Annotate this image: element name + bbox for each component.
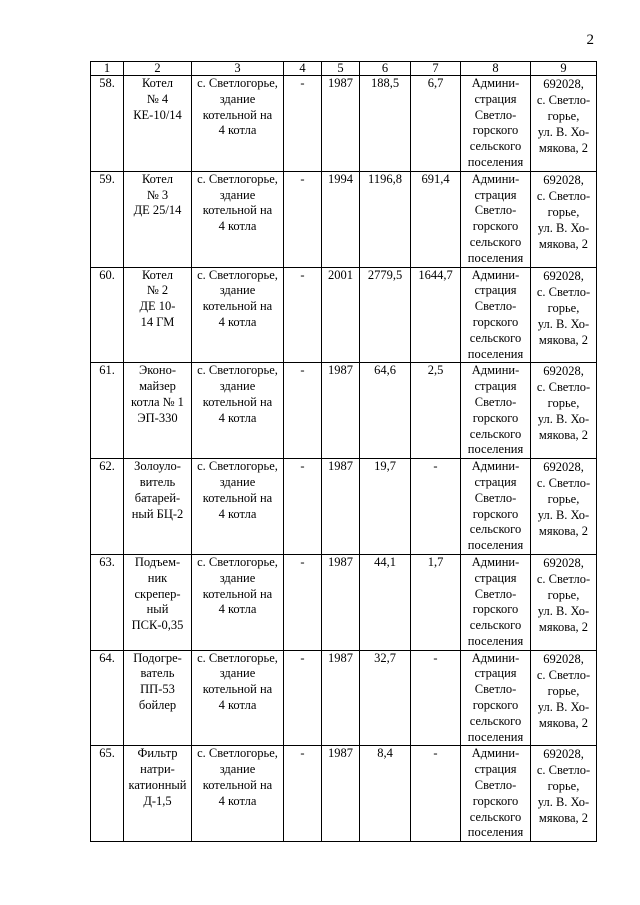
cell-line: ул. В. Хо- — [537, 125, 590, 139]
column-7-cell: 2,5 — [411, 363, 461, 459]
cell-line: поселения — [467, 346, 524, 361]
table-row — [91, 171, 597, 267]
cell-line: котельной на — [202, 490, 273, 505]
year-cell: 1987 — [322, 76, 360, 172]
cell-line: Котел — [141, 171, 174, 186]
cell-line: Админи- — [471, 171, 520, 186]
cell-line: сельского — [469, 522, 522, 537]
object-name-cell — [124, 650, 192, 746]
cell-line: Админи- — [471, 650, 520, 665]
cell-line: здание — [219, 379, 256, 394]
row-number-cell: 65. — [91, 746, 124, 842]
cell-line: с. Светло- — [536, 188, 591, 203]
cell-line: с. Светлогорье, — [197, 650, 278, 665]
cell-line: котельной на — [202, 394, 273, 409]
cell-line: с. Светло- — [536, 284, 591, 299]
row-number-cell: 60. — [91, 267, 124, 363]
column-number-header: 9 — [531, 62, 597, 76]
holder-cell — [461, 746, 531, 842]
cell-line: ЭП-330 — [137, 410, 178, 425]
property-registry-table — [90, 61, 597, 842]
cell-line: ДЕ 25/14 — [133, 203, 182, 218]
cell-line: мякова, 2 — [538, 428, 589, 443]
column-6-cell: 64,6 — [360, 363, 411, 459]
row-number-cell: 62. — [91, 459, 124, 555]
column-4-cell: - — [284, 650, 322, 746]
cell-line: с. Светлогорье, — [197, 363, 278, 378]
cell-line: с. Светлогорье, — [197, 459, 278, 474]
cell-line: 692028, — [543, 747, 584, 762]
cell-line: КЕ-10/14 — [133, 107, 182, 122]
row-number-cell: 63. — [91, 554, 124, 650]
column-6-cell: 1196,8 — [360, 171, 411, 267]
cell-line: натри- — [140, 762, 175, 777]
row-number-cell: 58. — [91, 76, 124, 172]
cell-line: с. Светло- — [536, 571, 591, 586]
object-name-cell — [124, 746, 192, 842]
cell-line: 4 котла — [218, 793, 257, 808]
page-number: 2 — [586, 32, 594, 48]
cell-line: Подогре- — [133, 650, 182, 665]
cell-line: горье, — [547, 492, 580, 507]
row-number-cell: 61. — [91, 363, 124, 459]
cell-line: ДЕ 10- — [139, 299, 176, 314]
cell-line: сельского — [469, 234, 522, 249]
cell-line: горье, — [547, 779, 580, 794]
address-cell — [531, 459, 597, 555]
column-6-cell: 19,7 — [360, 459, 411, 555]
column-number-header: 4 — [284, 62, 322, 76]
cell-line: страция — [474, 91, 517, 106]
cell-line: сельского — [469, 139, 522, 154]
table-body — [91, 76, 597, 842]
cell-line: горье, — [547, 587, 580, 602]
cell-line: 4 котла — [218, 698, 257, 713]
location-cell — [192, 363, 284, 459]
cell-line: страция — [474, 283, 517, 298]
year-cell: 2001 — [322, 267, 360, 363]
cell-line: 692028, — [543, 364, 584, 379]
object-name-cell — [124, 554, 192, 650]
cell-line: Админи- — [471, 459, 520, 474]
cell-line: 4 котла — [218, 410, 257, 425]
cell-line: горского — [472, 410, 519, 425]
year-cell: 1987 — [322, 554, 360, 650]
holder-cell — [461, 267, 531, 363]
object-name-cell — [124, 363, 192, 459]
cell-line: Светло- — [474, 490, 517, 505]
location-cell — [192, 459, 284, 555]
cell-line: Подъем- — [134, 554, 181, 569]
column-number-header: 6 — [360, 62, 411, 76]
cell-line: 4 котла — [218, 314, 257, 329]
cell-line: Светло- — [474, 299, 517, 314]
cell-line: мякова, 2 — [538, 619, 589, 634]
cell-line: Админи- — [471, 76, 520, 90]
cell-line: ул. В. Хо- — [537, 508, 590, 523]
year-cell: 1987 — [322, 363, 360, 459]
cell-line: с. Светло- — [536, 667, 591, 682]
cell-line: здание — [219, 570, 256, 585]
cell-line: 4 котла — [218, 602, 257, 617]
column-7-cell: - — [411, 650, 461, 746]
cell-line: котельной на — [202, 299, 273, 314]
column-6-cell: 8,4 — [360, 746, 411, 842]
cell-line: батарей- — [134, 490, 181, 505]
cell-line: Д-1,5 — [143, 793, 172, 808]
cell-line: Фильтр — [137, 746, 178, 761]
cell-line: котельной на — [202, 107, 273, 122]
cell-line: здание — [219, 187, 256, 202]
cell-line: ПП-53 — [140, 682, 175, 697]
cell-line: 4 котла — [218, 219, 257, 234]
table-row — [91, 76, 597, 172]
cell-line: здание — [219, 91, 256, 106]
holder-cell — [461, 76, 531, 172]
cell-line: с. Светлогорье, — [197, 746, 278, 761]
cell-line: сельского — [469, 426, 522, 441]
holder-cell — [461, 554, 531, 650]
year-cell: 1987 — [322, 746, 360, 842]
holder-cell — [461, 363, 531, 459]
cell-line: горского — [472, 123, 519, 138]
cell-line: горского — [472, 602, 519, 617]
object-name-cell — [124, 171, 192, 267]
cell-line: Светло- — [474, 586, 517, 601]
cell-line: котельной на — [202, 682, 273, 697]
cell-line: поселения — [467, 154, 524, 169]
cell-line: страция — [474, 379, 517, 394]
cell-line: сельского — [469, 618, 522, 633]
cell-line: с. Светлогорье, — [197, 554, 278, 569]
cell-line: поселения — [467, 538, 524, 553]
column-6-cell: 188,5 — [360, 76, 411, 172]
cell-line: с. Светло- — [536, 476, 591, 491]
cell-line: страция — [474, 570, 517, 585]
cell-line: ный БЦ-2 — [131, 506, 184, 521]
location-cell — [192, 650, 284, 746]
column-6-cell: 2779,5 — [360, 267, 411, 363]
cell-line: майзер — [139, 379, 176, 394]
cell-line: с. Светло- — [536, 763, 591, 778]
cell-line: Котел — [141, 76, 174, 90]
cell-line: Светло- — [474, 682, 517, 697]
object-name-cell — [124, 76, 192, 172]
year-cell: 1987 — [322, 459, 360, 555]
column-number-header: 2 — [124, 62, 192, 76]
cell-line: витель — [139, 474, 176, 489]
column-4-cell: - — [284, 76, 322, 172]
cell-line: горского — [472, 506, 519, 521]
cell-line: с. Светлогорье, — [197, 171, 278, 186]
cell-line: сельского — [469, 713, 522, 728]
location-cell — [192, 171, 284, 267]
cell-line: мякова, 2 — [538, 715, 589, 730]
location-cell — [192, 554, 284, 650]
cell-line: 4 котла — [218, 123, 257, 138]
column-7-cell: - — [411, 459, 461, 555]
cell-line: катионный — [128, 778, 187, 793]
cell-line: Светло- — [474, 778, 517, 793]
cell-line: Админи- — [471, 746, 520, 761]
cell-line: сельского — [469, 330, 522, 345]
cell-line: горье, — [547, 109, 580, 123]
address-cell — [531, 363, 597, 459]
cell-line: Светло- — [474, 203, 517, 218]
cell-line: здание — [219, 283, 256, 298]
holder-cell — [461, 171, 531, 267]
row-number-cell: 64. — [91, 650, 124, 746]
object-name-cell — [124, 267, 192, 363]
cell-line: поселения — [467, 729, 524, 744]
column-4-cell: - — [284, 554, 322, 650]
location-cell — [192, 746, 284, 842]
cell-line: скрепер- — [134, 586, 181, 601]
cell-line: страция — [474, 474, 517, 489]
column-4-cell: - — [284, 363, 322, 459]
address-cell — [531, 650, 597, 746]
cell-line: горье, — [547, 683, 580, 698]
cell-line: № 3 — [146, 187, 169, 202]
column-7-cell: 691,4 — [411, 171, 461, 267]
cell-line: котла № 1 — [131, 394, 184, 409]
cell-line: горского — [472, 698, 519, 713]
cell-line: 692028, — [543, 651, 584, 666]
column-4-cell: - — [284, 171, 322, 267]
location-cell — [192, 76, 284, 172]
address-cell — [531, 746, 597, 842]
cell-line: котельной на — [202, 203, 273, 218]
table-row — [91, 746, 597, 842]
cell-line: горского — [472, 793, 519, 808]
cell-line: № 4 — [146, 91, 169, 106]
cell-line: страция — [474, 666, 517, 681]
column-7-cell: 1644,7 — [411, 267, 461, 363]
cell-line: № 2 — [146, 283, 169, 298]
cell-line: 692028, — [543, 77, 584, 91]
cell-line: горского — [472, 314, 519, 329]
address-cell — [531, 171, 597, 267]
address-cell — [531, 267, 597, 363]
cell-line: мякова, 2 — [538, 236, 589, 251]
column-number-header: 5 — [322, 62, 360, 76]
cell-line: поселения — [467, 250, 524, 265]
cell-line: Админи- — [471, 554, 520, 569]
cell-line: с. Светло- — [536, 93, 591, 107]
object-name-cell — [124, 459, 192, 555]
table-row — [91, 650, 597, 746]
holder-cell — [461, 459, 531, 555]
year-cell: 1994 — [322, 171, 360, 267]
cell-line: поселения — [467, 825, 524, 840]
column-7-cell: 1,7 — [411, 554, 461, 650]
cell-line: поселения — [467, 633, 524, 648]
cell-line: ул. В. Хо- — [537, 603, 590, 618]
address-cell — [531, 554, 597, 650]
cell-line: 692028, — [543, 268, 584, 283]
column-number-header: 3 — [192, 62, 284, 76]
cell-line: котельной на — [202, 586, 273, 601]
column-4-cell: - — [284, 459, 322, 555]
cell-line: с. Светло- — [536, 380, 591, 395]
cell-line: 692028, — [543, 172, 584, 187]
cell-line: ул. В. Хо- — [537, 795, 590, 810]
year-cell: 1987 — [322, 650, 360, 746]
cell-line: ул. В. Хо- — [537, 699, 590, 714]
cell-line: горье, — [547, 300, 580, 315]
column-number-header: 7 — [411, 62, 461, 76]
cell-line: 692028, — [543, 555, 584, 570]
column-6-cell: 32,7 — [360, 650, 411, 746]
holder-cell — [461, 650, 531, 746]
cell-line: Светло- — [474, 394, 517, 409]
column-6-cell: 44,1 — [360, 554, 411, 650]
cell-line: ник — [147, 570, 168, 585]
cell-line: мякова, 2 — [538, 524, 589, 539]
row-number-cell: 59. — [91, 171, 124, 267]
cell-line: здание — [219, 474, 256, 489]
table-row — [91, 459, 597, 555]
column-7-cell: - — [411, 746, 461, 842]
table-row — [91, 267, 597, 363]
cell-line: горье, — [547, 396, 580, 411]
cell-line: поселения — [467, 442, 524, 457]
column-4-cell: - — [284, 267, 322, 363]
cell-line: Админи- — [471, 363, 520, 378]
cell-line: ный — [146, 602, 169, 617]
cell-line: ПСК-0,35 — [131, 618, 184, 633]
column-4-cell: - — [284, 746, 322, 842]
column-7-cell: 6,7 — [411, 76, 461, 172]
cell-line: 692028, — [543, 460, 584, 475]
cell-line: мякова, 2 — [538, 141, 589, 155]
cell-line: с. Светлогорье, — [197, 267, 278, 282]
cell-line: Котел — [141, 267, 174, 282]
cell-line: мякова, 2 — [538, 811, 589, 826]
column-number-header: 8 — [461, 62, 531, 76]
cell-line: котельной на — [202, 778, 273, 793]
column-number-row — [91, 62, 597, 76]
cell-line: с. Светлогорье, — [197, 76, 278, 90]
table-row — [91, 363, 597, 459]
address-cell — [531, 76, 597, 172]
table-row — [91, 554, 597, 650]
cell-line: здание — [219, 762, 256, 777]
cell-line: ул. В. Хо- — [537, 412, 590, 427]
cell-line: горье, — [547, 204, 580, 219]
cell-line: 14 ГМ — [140, 314, 175, 329]
cell-line: ул. В. Хо- — [537, 220, 590, 235]
cell-line: здание — [219, 666, 256, 681]
column-number-header: 1 — [91, 62, 124, 76]
cell-line: Золоуло- — [134, 459, 181, 474]
location-cell — [192, 267, 284, 363]
cell-line: горского — [472, 219, 519, 234]
cell-line: мякова, 2 — [538, 332, 589, 347]
cell-line: 4 котла — [218, 506, 257, 521]
cell-line: бойлер — [138, 698, 177, 713]
cell-line: ватель — [140, 666, 175, 681]
cell-line: ул. В. Хо- — [537, 316, 590, 331]
cell-line: Админи- — [471, 267, 520, 282]
cell-line: страция — [474, 187, 517, 202]
cell-line: страция — [474, 762, 517, 777]
cell-line: Светло- — [474, 107, 517, 122]
cell-line: Эконо- — [138, 363, 177, 378]
cell-line: сельского — [469, 809, 522, 824]
